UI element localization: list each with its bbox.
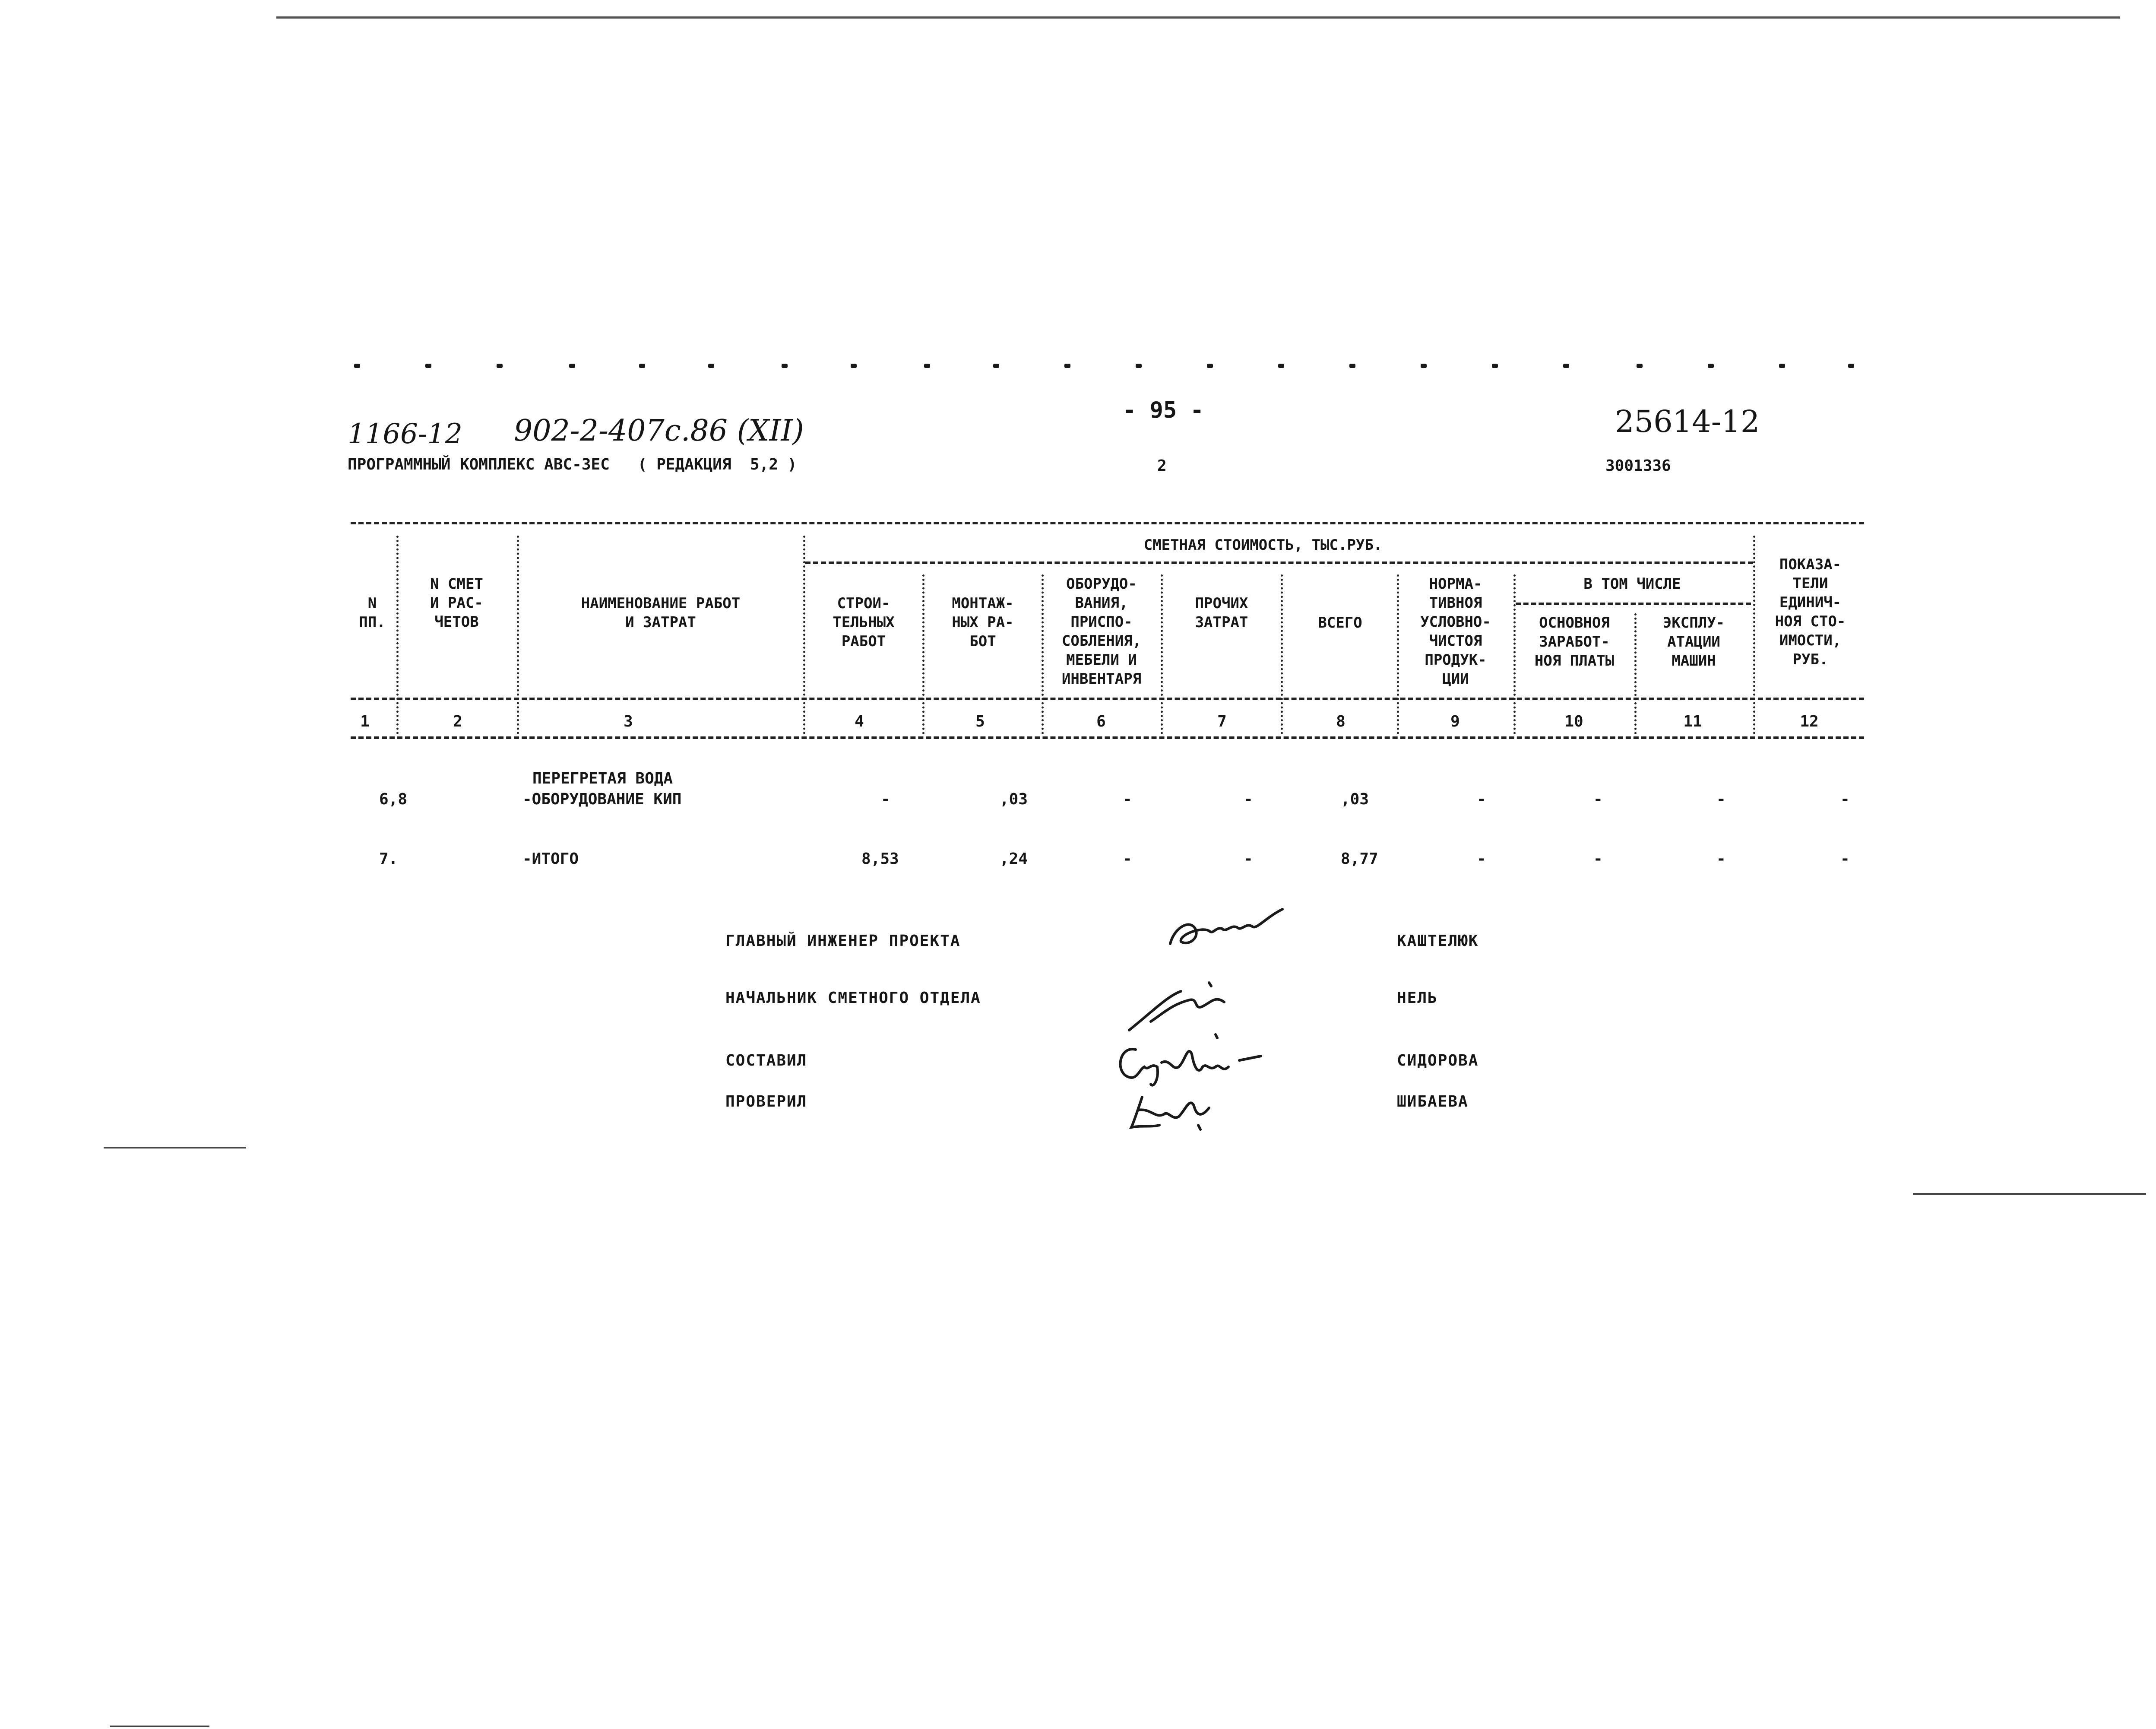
signature-role: СОСТАВИЛ (725, 1052, 807, 1069)
row-total: ,03 (1341, 790, 1369, 808)
row-construction: - (881, 790, 890, 808)
subgroup-header-rule (1516, 603, 1751, 605)
handwritten-signature (1162, 901, 1291, 952)
signature-name: КАШТЕЛЮК (1397, 932, 1479, 950)
table-top-rule (351, 522, 1864, 524)
handwritten-code-left: 1166-12 (348, 418, 462, 450)
row-normative: - (1477, 850, 1486, 868)
row-pp: 6,8 (379, 790, 408, 808)
top-scan-border (276, 16, 2120, 19)
col-header-name: НАИМЕНОВАНИЕ РАБОТ И ЗАТРАТ (581, 595, 741, 631)
handwritten-code-right: 25614-12 (1615, 404, 1760, 439)
col-number: 6 (1096, 713, 1106, 730)
col-header-estimate-number: N СМЕТ И РАС- ЧЕТОВ (430, 575, 483, 631)
col-number: 11 (1683, 713, 1702, 730)
col-header-construction: СТРОИ- ТЕЛЬНЫХ РАБОТ (833, 595, 895, 650)
row-indicators: - (1840, 850, 1850, 868)
row-name-line1: -ИТОГО (522, 850, 579, 868)
row-other: - (1244, 790, 1253, 808)
page-number: - 95 - (1123, 397, 1204, 423)
col-number: 12 (1800, 713, 1819, 730)
col-header-unit-cost-indicators: ПОКАЗА- ТЕЛИ ЕДИНИЧ- НОЯ СТО- ИМОСТИ, РУБ. (1775, 556, 1846, 668)
row-machines: - (1716, 790, 1726, 808)
sheet-mark: 2 (1157, 457, 1167, 475)
row-wages: - (1593, 850, 1603, 868)
row-name-line2: -ОБОРУДОВАНИЕ КИП (522, 790, 682, 808)
group-header-rule (805, 562, 1753, 564)
row-installation: ,24 (1000, 850, 1028, 868)
col-header-equipment: ОБОРУДО- ВАНИЯ, ПРИСПО- СОБЛЕНИЯ, МЕБЕЛИ И ИНВЕНТАРЯ (1061, 575, 1142, 688)
signature-name: НЕЛЬ (1397, 989, 1438, 1007)
col-number: 4 (855, 713, 864, 730)
col-header-machine-operation: ЭКСПЛУ- АТАЦИИ МАШИН (1662, 614, 1725, 669)
col-number: 5 (975, 713, 985, 730)
col-number: 3 (624, 713, 633, 730)
subgroup-header-including: В ТОМ ЧИСЛЕ (1583, 575, 1681, 593)
col-header-base-wages: ОСНОВНОЯ ЗАРАБОТ- НОЯ ПЛАТЫ (1534, 614, 1615, 669)
col-number: 2 (453, 713, 462, 730)
signature-role: НАЧАЛЬНИК СМЕТНОГО ОТДЕЛА (725, 989, 981, 1007)
handwritten-project-code: 902-2-407c.86 (XII) (514, 414, 804, 448)
col-header-other: ПРОЧИХ ЗАТРАТ (1195, 595, 1248, 631)
handwritten-signature (1125, 1084, 1220, 1136)
col-header-total: ВСЕГО (1318, 614, 1362, 631)
row-total: 8,77 (1341, 850, 1378, 868)
row-wages: - (1593, 790, 1603, 808)
header-bottom-rule (351, 698, 1864, 700)
handwritten-signature (1125, 978, 1237, 1039)
colnum-bottom-rule (351, 736, 1864, 739)
signature-name: ШИБАЕВА (1397, 1093, 1469, 1110)
right-scan-mark (1913, 1193, 2146, 1195)
row-indicators: - (1840, 790, 1850, 808)
col-number: 7 (1217, 713, 1227, 730)
col-header-normative-production: НОРМА- ТИВНОЯ УСЛОВНО- ЧИСТОЯ ПРОДУК- ЦИИ (1420, 575, 1491, 688)
row-pp: 7. (379, 850, 398, 868)
row-installation: ,03 (1000, 790, 1028, 808)
col-header-pp: N ПП. (359, 595, 386, 631)
col-number: 1 (360, 713, 370, 730)
row-machines: - (1716, 850, 1726, 868)
row-construction: 8,53 (861, 850, 899, 868)
col-number: 9 (1450, 713, 1460, 730)
left-scan-mark (104, 1147, 246, 1148)
bottom-left-scan-mark (110, 1726, 209, 1727)
document-number: 3001336 (1605, 457, 1671, 475)
row-equipment: - (1123, 850, 1132, 868)
group-header-estimate-cost: СМЕТНАЯ СТОИМОСТЬ, ТЫС.РУБ. (1143, 536, 1383, 554)
row-normative: - (1477, 790, 1486, 808)
row-name-line1: ПЕРЕГРЕТАЯ ВОДА (532, 770, 673, 787)
program-line: ПРОГРАММНЫЙ КОМПЛЕКС АВС-3ЕС ( РЕДАКЦИЯ 5,2 ) (348, 456, 797, 473)
row-other: - (1244, 850, 1253, 868)
signature-role: ПРОВЕРИЛ (725, 1093, 807, 1110)
row-equipment: - (1123, 790, 1132, 808)
col-number: 8 (1336, 713, 1346, 730)
signature-role: ГЛАВНЫЙ ИНЖЕНЕР ПРОЕКТА (725, 932, 961, 950)
col-number: 10 (1564, 713, 1583, 730)
signature-name: СИДОРОВА (1397, 1052, 1479, 1069)
col-header-installation: МОНТАЖ- НЫХ РА- БОТ (952, 595, 1014, 650)
